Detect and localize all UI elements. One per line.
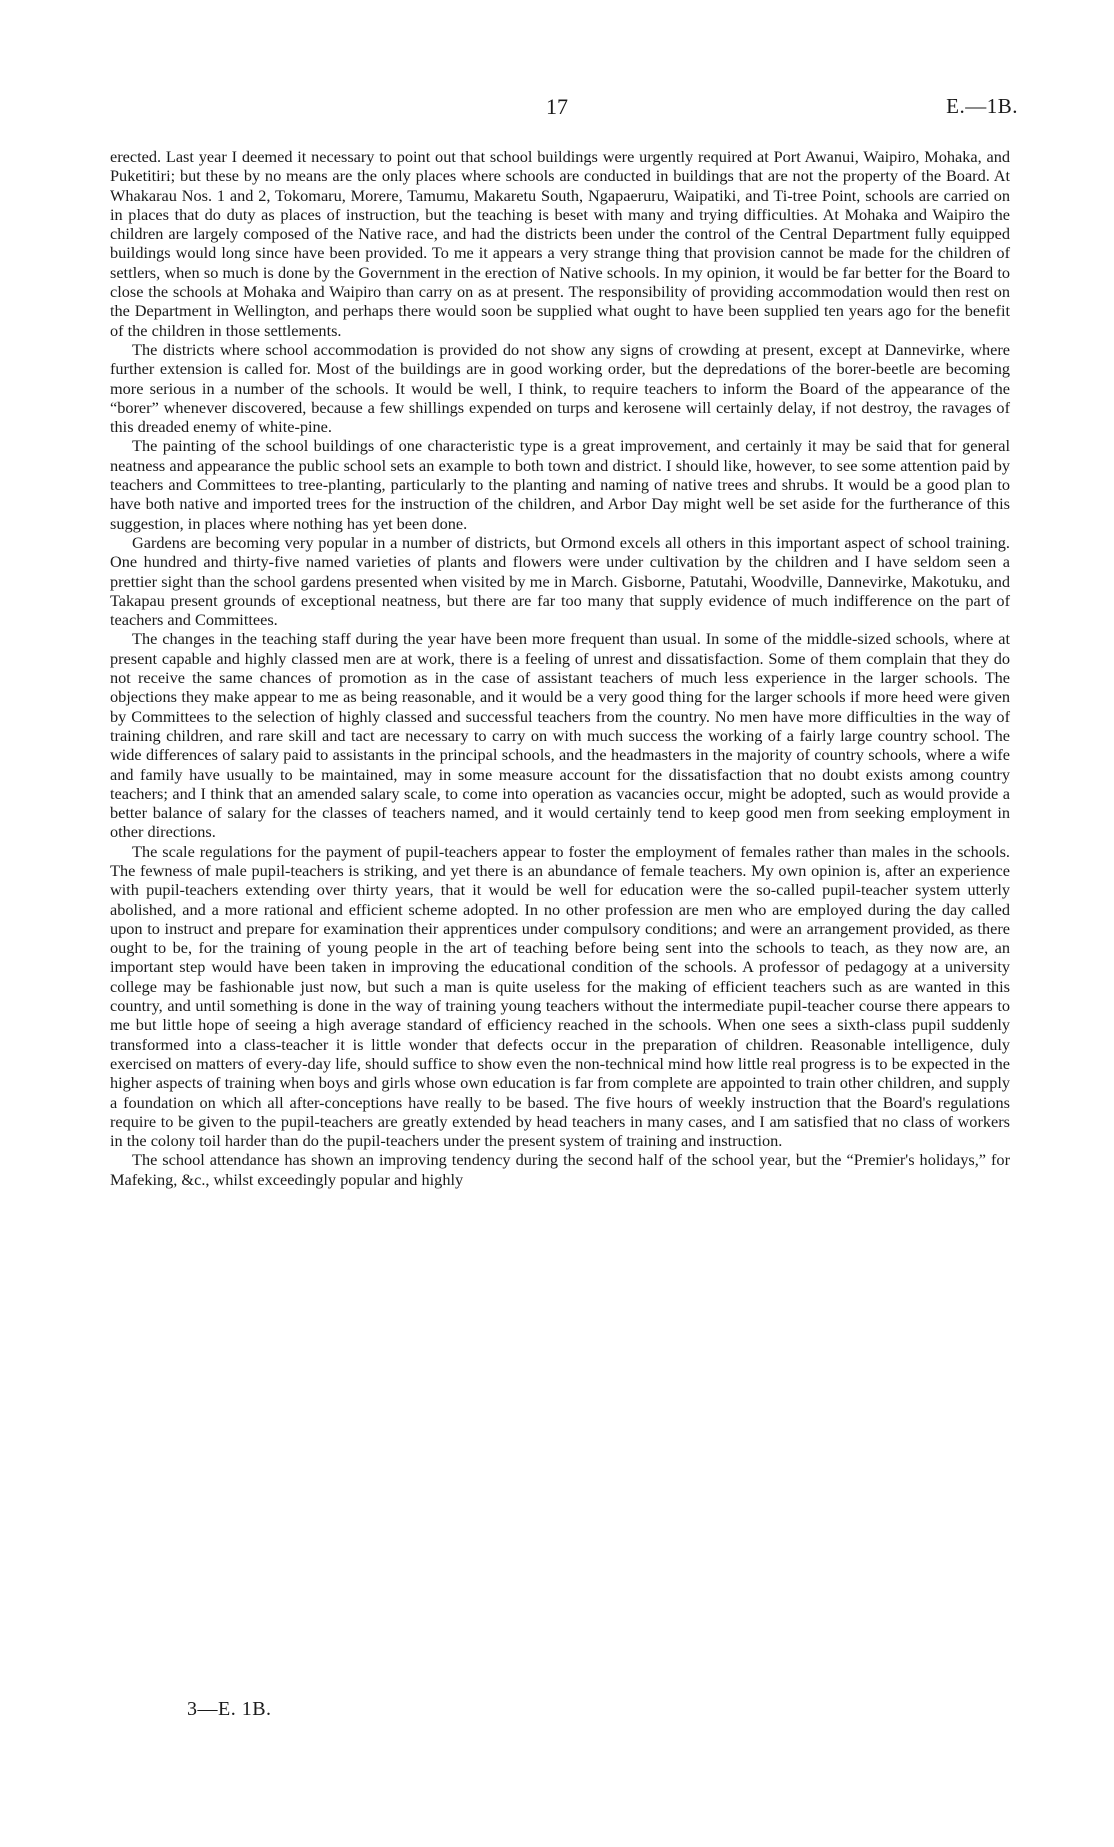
body-text [110,147,1010,1189]
paragraph: The scale regulations for the payment of pupil-teachers appear to foster the employment of females rather than males in the schools. The fewness of male pupil-teachers is striking, and yet there is an abundance of female teachers. My own opinion is, after an experience with pupil-teachers extending over thirty years, that it would be well for education were the so-called pupil-teacher system utterly abolished, and a more rational and efficient scheme adopted. In no other profession are men who are employed during the day called upon to instruct and prepare for examination their apprentices under compulsory conditions; and were an arrangement provided, as there ought to be, for the training of young people in the art of teaching before being sent into the schools to teach, as they now are, an important step would have been taken in improving the educational condition of the schools. A professor of pedagogy at a university college may be fashionable just now, but such a man is quite useless for the making of efficient teachers such as are wanted in this country, and until something is done in the way of training young teachers without the intermediate pupil-teacher course there appears to me but little hope of seeing a high average standard of efficiency reached in the schools. When one sees a sixth-class pupil suddenly transformed into a class-teacher it is little wonder that defects occur in the preparation of children. Reasonable intelligence, duly exercised on matters of every-day life, should suffice to show even the non-technical mind how little real progress is to be expected in the higher aspects of training when boys and girls whose own education is far from complete are appointed to train other children, and supply a foundation on which all after-conceptions have really to be based. The five hours of weekly instruction that the Board's regulations require to be given to the pupil-teachers are greatly extended by head teachers in many cases, and I am satisfied that no class of workers in the colony toil harder than do the pupil-teachers under the present system of training and instruction. [110,841,1010,1151]
document-code: E.—1B. [946,94,1018,118]
page-number: 17 [546,94,568,119]
paragraph-continuation: erected. Last year I deemed it necessary to point out that school buildings were urgently required at Port Awanui, Waipiro, Mohaka, and Puketitiri; but these by no means are the only places where schools are conducted in buildings that are not the property of the Board. At Whakarau Nos. 1 and 2, Tokomaru, Morere, Tamumu, Makaretu South, Ngapaeruru, Waipatiki, and Ti-tree Point, schools are carried on in places that do duty as places of instruction, but the teaching is beset with many and trying difficulties. At Mohaka and Waipiro the children are largely composed of the Native race, and had the districts been under the control of the Central Department fully equipped buildings would long since have been provided. To me it appears a very strange thing that provision cannot be made for the children of settlers, when so much is done by the Government in the erection of Native schools. In my opinion, it would be far better for the Board to close the schools at Mohaka and Waipiro than carry on as at present. The responsibility of providing accommodation would then rest on the Department in Wellington, and perhaps there would soon be supplied what ought to have been supplied ten years ago for the benefit of the children in those settlements. [110,147,1010,340]
page-header [0,94,1114,128]
signature-mark: 3—E. 1B. [187,1698,272,1720]
paragraph: The changes in the teaching staff during the year have been more frequent than usual. In some of the middle-sized schools, where at present capable and highly classed men are at work, there is a feeling of unrest and dissatisfaction. Some of them complain that they do not receive the same chances of promotion as in the case of assistant teachers of much less experience in the larger schools. The objections they make appear to me as being reasonable, and it would be a very good thing for the larger schools if more heed were given by Committees to the selection of highly classed and successful teachers from the country. No men have more difficulties in the way of training children, and rare skill and tact are necessary to carry on with much success the working of a fairly large country school. The wide differences of salary paid to assistants in the principal schools, and the headmasters in the majority of country schools, where a wife and family have usually to be maintained, may in some measure account for the dissatisfaction that no doubt exists among country teachers; and I think that an amended salary scale, to come into operation as vacancies occur, might be adopted, such as would provide a better balance of salary for the classes of teachers named, and it would certainly tend to keep good men from seeking employment in other directions. [110,629,1010,842]
paragraph: The painting of the school buildings of one characteristic type is a great improvement, and certainly it may be said that for general neatness and appearance the public school sets an example to both town and district. I should like, however, to see some attention paid by teachers and Committees to tree-planting, particularly to the planting and naming of native trees and shrubs. It would be a good plan to have both native and imported trees for the instruction of the children, and Arbor Day might well be set aside for the furtherance of this suggestion, in places where nothing has yet been done. [110,436,1010,533]
paragraph: The districts where school accommodation is provided do not show any signs of crowding at present, except at Dannevirke, where further extension is called for. Most of the buildings are in good working order, but the depredations of the borer-beetle are becoming more serious in a number of the schools. It would be well, I think, to require teachers to inform the Board of the appearance of the “borer” whenever discovered, because a few shillings expended on turps and kerosene will certainly delay, if not destroy, the ravages of this dreaded enemy of white-pine. [110,339,1010,437]
paragraph: Gardens are becoming very popular in a number of districts, but Ormond excels all others in this important aspect of school training. One hundred and thirty-five named varieties of plants and flowers were under cultivation by the children and I have seldom seen a prettier sight than the school gardens presented when visited by me in March. Gisborne, Patutahi, Woodville, Dannevirke, Makotuku, and Takapau present grounds of exceptional neatness, but there are far too many that supply evidence of much indifference on the part of teachers and Committees. [110,532,1010,630]
paragraph: The school attendance has shown an improving tendency during the second half of the school year, but the “Premier's holidays,” for Mafeking, &c., whilst exceedingly popular and highly [110,1150,1010,1189]
